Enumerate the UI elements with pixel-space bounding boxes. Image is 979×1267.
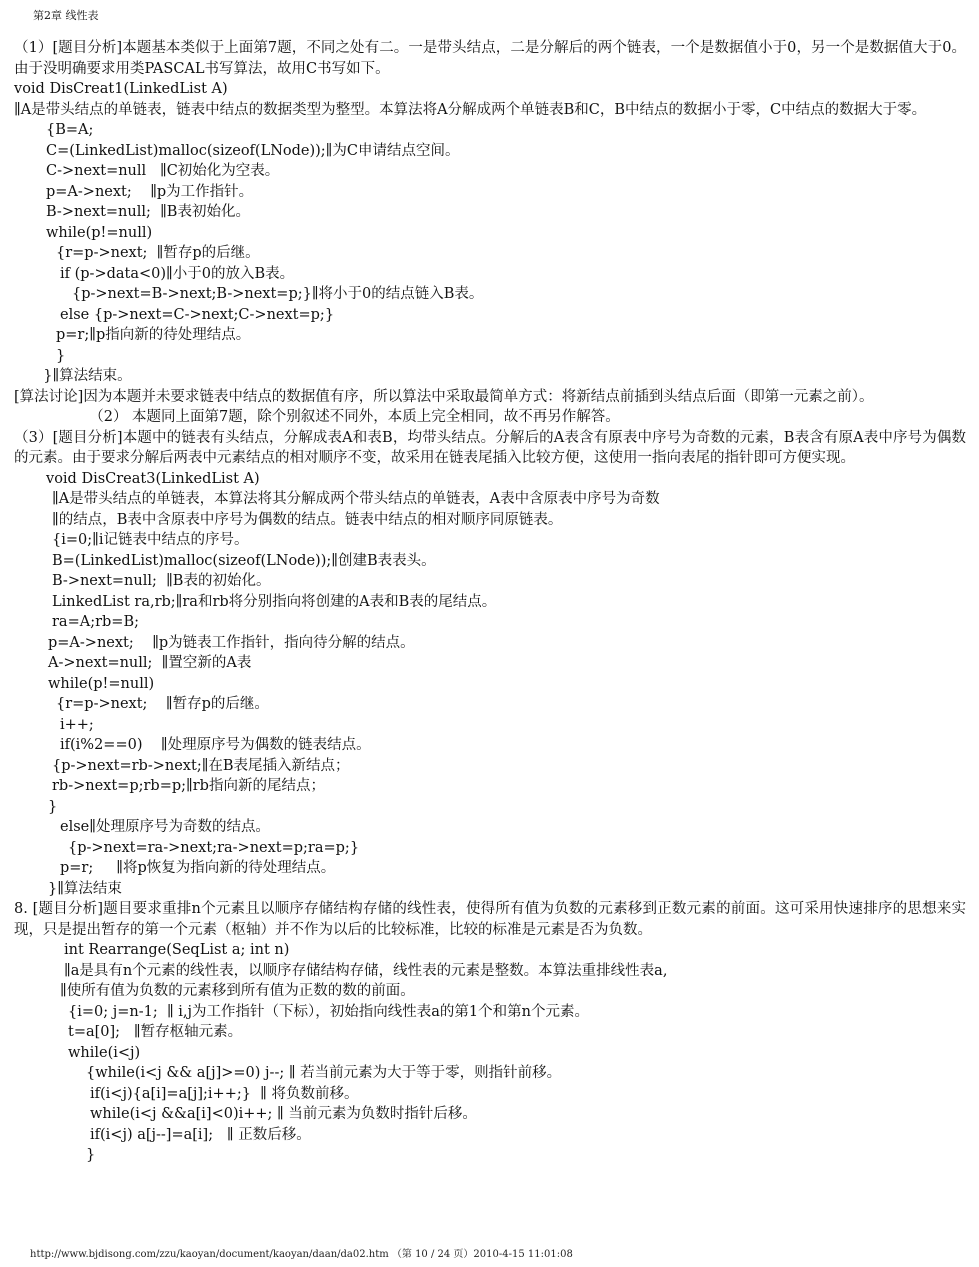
code-line: {i=0; j=n-1; ∥ i,j为工作指针（下标），初始指向线性表a的第1个和第n个元素。 <box>68 1003 589 1020</box>
code-line: {r=p->next; ∥暂存p的后继。 <box>56 696 269 712</box>
code-line: void DisCreat3(LinkedList A) <box>46 470 260 487</box>
code-line: {r=p->next; ∥暂存p的后继。 <box>56 245 260 261</box>
code-line: while(i<j &&a[i]<0)i++; ∥ 当前元素为负数时指针后移。 <box>90 1106 477 1122</box>
code-line: if(i<j){a[i]=a[j];i++;} ∥ 将负数前移。 <box>90 1085 359 1102</box>
text-paragraph: （3）[题目分析]本题中的链表有头结点，分解成表A和表B，均带头结点。分解后的A表含有原表中序号为奇数的元素，B表含有原A表中序号为偶数的元素。由于要求分解后两表中元素结点的相对顺序不变，故采用在链表尾插入比较方便，这使用一指向表尾的指针即可方便实现。 <box>14 429 966 466</box>
code-line: {i=0;∥i记链表中结点的序号。 <box>52 532 249 548</box>
code-line: }∥算法结束 <box>48 880 122 897</box>
code-line: } <box>48 798 58 815</box>
code-line: B->next=null; ∥B表初始化。 <box>46 204 250 220</box>
code-line: while(p!=null) <box>46 224 153 241</box>
code-line: {p->next=rb->next;∥在B表尾插入新结点； <box>52 757 350 774</box>
code-line: p=A->next; ∥p为工作指针。 <box>46 183 254 200</box>
text-paragraph: 8. [题目分析]题目要求重排n个元素且以顺序存储结构存储的线性表，使得所有值为负数的元素移到正数元素的前面。这可采用快速排序的思想来实现，只是提出暂存的第一个元素（枢轴）并不作为以后的比较标准，比较的标准是元素是否为负数。 <box>14 901 966 938</box>
code-line: p=r; ∥将p恢复为指向新的待处理结点。 <box>60 860 336 876</box>
code-line: rb->next=p;rb=p;∥rb指向新的尾结点； <box>52 778 325 794</box>
code-line: } <box>56 347 66 364</box>
code-line: if(i%2==0) ∥处理原序号为偶数的链表结点。 <box>60 737 371 753</box>
page-footer: http://www.bjdisong.com/zzu/kaoyan/document/kaoyan/daan/da02.htm （第 10 / 24 页）2010-4-15 11:01:08 <box>30 1249 573 1260</box>
document-body <box>14 38 966 1166</box>
code-line: } <box>86 1147 96 1163</box>
page-header: 第2章 线性表 <box>33 9 99 22</box>
code-line: （2） 本题同上面第7题，除个别叙述不同外，本质上完全相同，故不再另作解答。 <box>80 409 620 425</box>
text-paragraph: [算法讨论]因为本题并未要求链表中结点的数据值有序，所以算法中采取最简单方式：将新结点前插到头结点后面（即第一元素之前）。 <box>14 388 874 405</box>
code-line: int Rearrange(SeqList a; int n) <box>64 942 290 958</box>
code-line: A->next=null; ∥置空新的A表 <box>48 655 252 671</box>
code-line: while(i<j) <box>68 1044 141 1061</box>
code-line: {B=A; <box>46 122 94 138</box>
code-line: p=A->next; ∥p为链表工作指针，指向待分解的结点。 <box>48 634 415 651</box>
code-line: i++; <box>60 716 94 733</box>
code-line: while(p!=null) <box>48 675 155 692</box>
code-line: if(i<j) a[j--]=a[i]; ∥ 正数后移。 <box>90 1126 311 1143</box>
code-line: C=(LinkedList)malloc(sizeof(LNode));∥为C申请结点空间。 <box>46 142 460 159</box>
code-line: ∥使所有值为负数的元素移到所有值为正数的数的前面。 <box>60 983 415 999</box>
code-line: if (p->data<0)∥小于0的放入B表。 <box>60 265 295 282</box>
code-line: LinkedList ra,rb;∥ra和rb将分别指向将创建的A表和B表的尾结点。 <box>52 593 497 610</box>
code-line: {while(i<j && a[j]>=0) j--; ∥ 若当前元素为大于等于零，则指针前移。 <box>86 1065 562 1081</box>
text-paragraph: ∥A是带头结点的单链表，链表中结点的数据类型为整型。本算法将A分解成两个单链表B和C，B中结点的数据小于零，C中结点的数据大于零。 <box>14 101 927 118</box>
code-line: t=a[0]; ∥暂存枢轴元素。 <box>68 1024 243 1040</box>
code-line: C->next=null ∥C初始化为空表。 <box>46 163 280 179</box>
code-line: }∥算法结束。 <box>34 368 132 384</box>
code-line: ra=A;rb=B; <box>52 614 139 630</box>
code-line: ∥的结点，B表中含原表中序号为偶数的结点。链表中结点的相对顺序同原链表。 <box>52 511 563 528</box>
code-line: {p->next=B->next;B->next=p;}∥将小于0的结点链入B表。 <box>72 286 484 302</box>
code-line: B->next=null; ∥B表的初始化。 <box>52 573 271 589</box>
code-line: B=(LinkedList)malloc(sizeof(LNode));∥创建B表表头。 <box>52 552 436 569</box>
code-line: else {p->next=C->next;C->next=p;} <box>60 306 335 323</box>
code-line: else∥处理原序号为奇数的结点。 <box>60 819 270 835</box>
text-paragraph: （1）[题目分析]本题基本类似于上面第7题，不同之处有二。一是带头结点，二是分解后的两个链表，一个是数据值小于0，另一个是数据值大于0。由于没明确要求用类PASCAL书写算法，故用C书写如下。 <box>14 40 966 77</box>
code-line: ∥a是具有n个元素的线性表，以顺序存储结构存储，线性表的元素是整数。本算法重排线性表a, <box>64 962 668 979</box>
code-line: p=r;∥p指向新的待处理结点。 <box>56 327 251 343</box>
code-line: {p->next=ra->next;ra->next=p;ra=p;} <box>68 839 360 856</box>
code-line: ∥A是带头结点的单链表，本算法将其分解成两个带头结点的单链表，A表中含原表中序号为奇数 <box>52 491 660 507</box>
code-line: void DisCreat1(LinkedList A) <box>14 81 228 97</box>
